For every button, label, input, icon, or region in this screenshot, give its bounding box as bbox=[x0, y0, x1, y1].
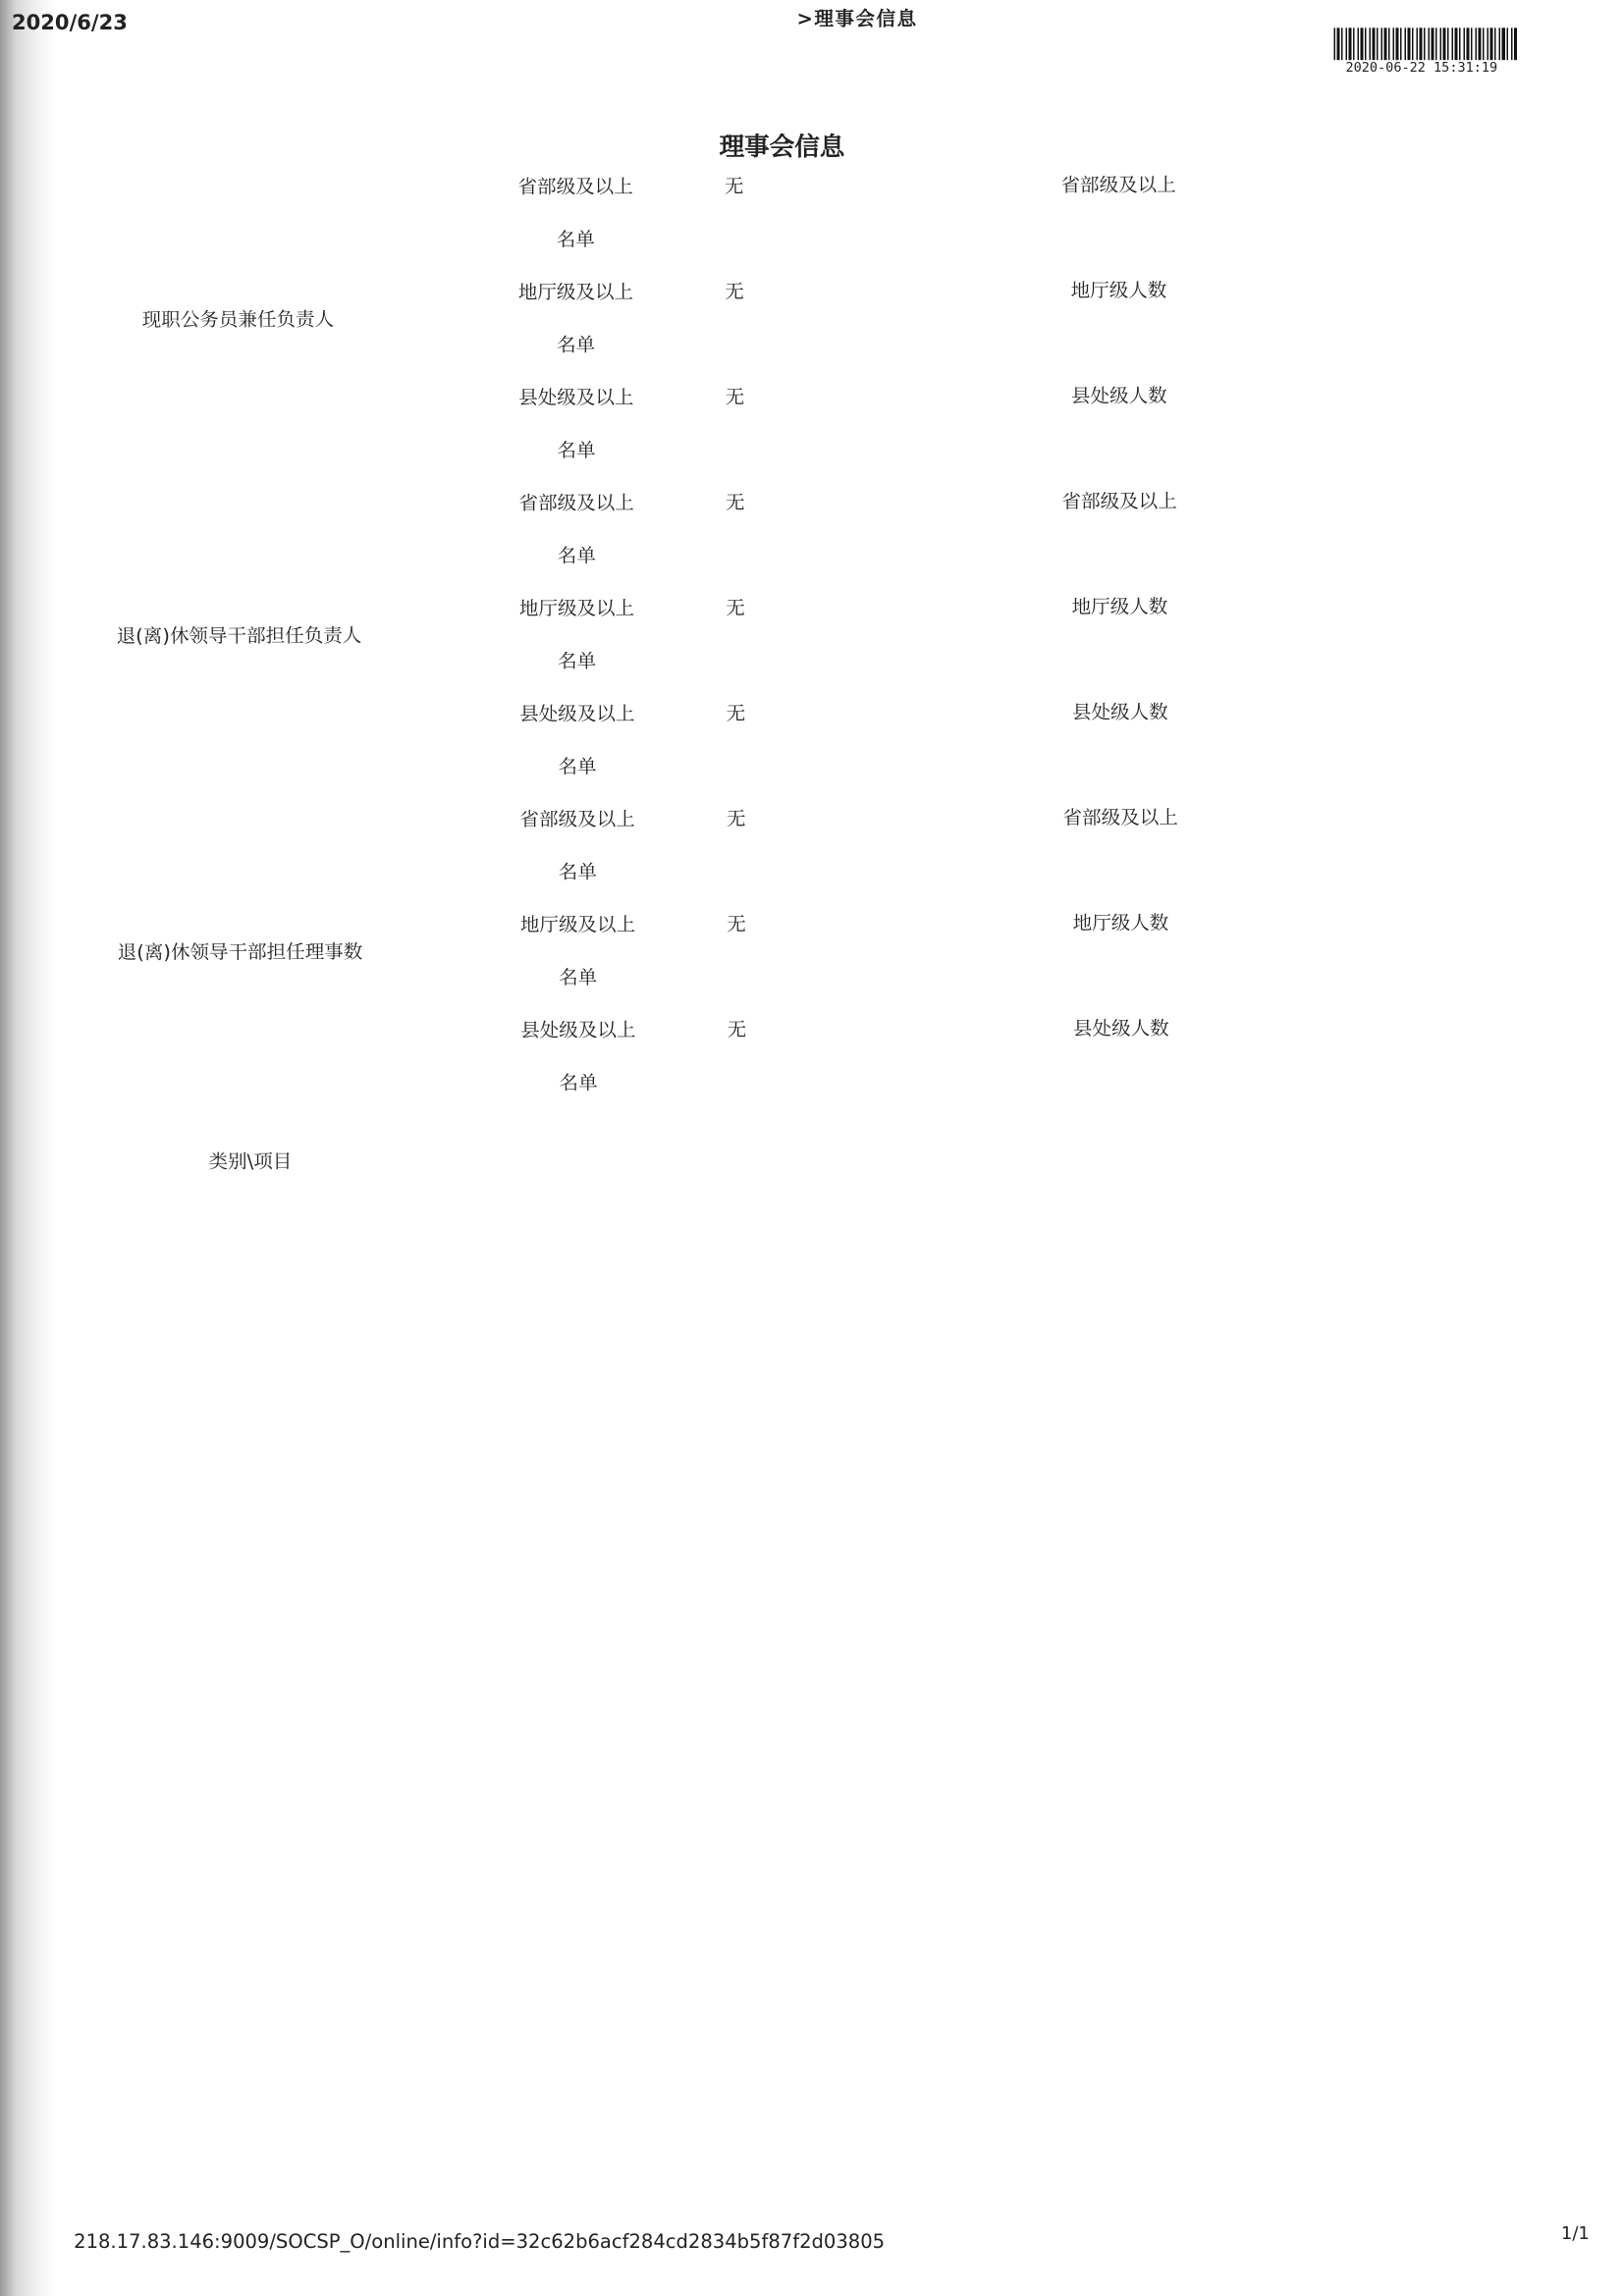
row-label: 名单 bbox=[559, 968, 598, 990]
count-value bbox=[1256, 370, 1566, 424]
count-value bbox=[1258, 792, 1568, 846]
breadcrumb: >理事会信息 bbox=[796, 8, 918, 31]
row-label: 名单 bbox=[557, 335, 596, 358]
count-value bbox=[1257, 475, 1567, 529]
section-label: 退(离)休领导干部担任负责人 bbox=[116, 625, 362, 649]
page-number: 1/1 bbox=[1560, 2222, 1590, 2244]
row-value: 无 bbox=[724, 177, 744, 199]
name-list-value bbox=[715, 739, 1568, 794]
row-label: 名单 bbox=[556, 230, 595, 252]
name-list-value bbox=[716, 1055, 1569, 1110]
row-value: 无 bbox=[726, 598, 745, 621]
name-list-value bbox=[713, 212, 1566, 267]
footer-url: 218.17.83.146:9009/SOCSP_O/online/info?id=32c62b6acf284cd2834b5f87f2d03805 bbox=[74, 2231, 886, 2254]
count-label: 省部级及以上 bbox=[1062, 808, 1178, 830]
count-label: 地厅级人数 bbox=[1070, 281, 1167, 303]
row-label: 名单 bbox=[558, 757, 597, 779]
row-label: 名单 bbox=[558, 651, 597, 674]
section-label: 退(离)休领导干部担任理事数 bbox=[117, 941, 363, 966]
row-label: 地厅级及以上 bbox=[517, 282, 634, 305]
count-value bbox=[1257, 686, 1567, 740]
row-value: 无 bbox=[727, 914, 746, 937]
count-value bbox=[1256, 265, 1566, 319]
row-value: 无 bbox=[725, 493, 745, 515]
row-label: 名单 bbox=[557, 441, 596, 463]
board-info-table bbox=[37, 159, 1561, 1614]
row-label: 县处级及以上 bbox=[519, 704, 635, 727]
row-label: 名单 bbox=[559, 1073, 598, 1095]
row-value: 无 bbox=[726, 704, 746, 726]
count-value bbox=[1256, 159, 1566, 213]
name-list-value bbox=[714, 423, 1567, 478]
barcode-timestamp: 2020-06-22 15:31:19 bbox=[1345, 61, 1498, 77]
count-value bbox=[1259, 1002, 1569, 1056]
row-label: 名单 bbox=[557, 546, 596, 568]
name-list-value bbox=[715, 950, 1568, 1005]
count-label: 省部级及以上 bbox=[1061, 491, 1177, 514]
count-label: 省部级及以上 bbox=[1060, 175, 1176, 198]
name-list-value bbox=[714, 634, 1567, 689]
section-label: 现职公务员兼任负责人 bbox=[141, 309, 335, 333]
row-label: 地厅级及以上 bbox=[518, 599, 635, 621]
count-value bbox=[1258, 897, 1568, 951]
barcode-image bbox=[1333, 27, 1518, 60]
page-title: 理事会信息 bbox=[719, 133, 845, 163]
row-value: 无 bbox=[725, 282, 744, 304]
row-label: 地厅级及以上 bbox=[519, 915, 636, 937]
staff-header: 类别\项目 bbox=[208, 1151, 293, 1175]
count-label: 县处级人数 bbox=[1072, 1018, 1169, 1041]
count-label: 地厅级人数 bbox=[1071, 597, 1168, 620]
name-list-value bbox=[713, 317, 1566, 372]
row-value: 无 bbox=[727, 1020, 747, 1042]
count-label: 县处级人数 bbox=[1071, 702, 1168, 725]
row-value: 无 bbox=[725, 387, 745, 410]
count-value bbox=[1257, 581, 1567, 635]
count-label: 地厅级人数 bbox=[1072, 913, 1169, 936]
count-label: 县处级人数 bbox=[1070, 386, 1167, 409]
row-value: 无 bbox=[726, 809, 746, 831]
row-label: 省部级及以上 bbox=[517, 177, 633, 200]
row-label: 省部级及以上 bbox=[519, 809, 635, 832]
row-label: 县处级及以上 bbox=[520, 1020, 636, 1043]
row-label: 名单 bbox=[558, 862, 597, 885]
row-label: 县处级及以上 bbox=[518, 388, 634, 410]
name-list-value bbox=[714, 528, 1567, 583]
print-date: 2020/6/23 bbox=[12, 11, 128, 35]
name-list-value bbox=[715, 844, 1568, 899]
row-label: 省部级及以上 bbox=[518, 493, 634, 516]
